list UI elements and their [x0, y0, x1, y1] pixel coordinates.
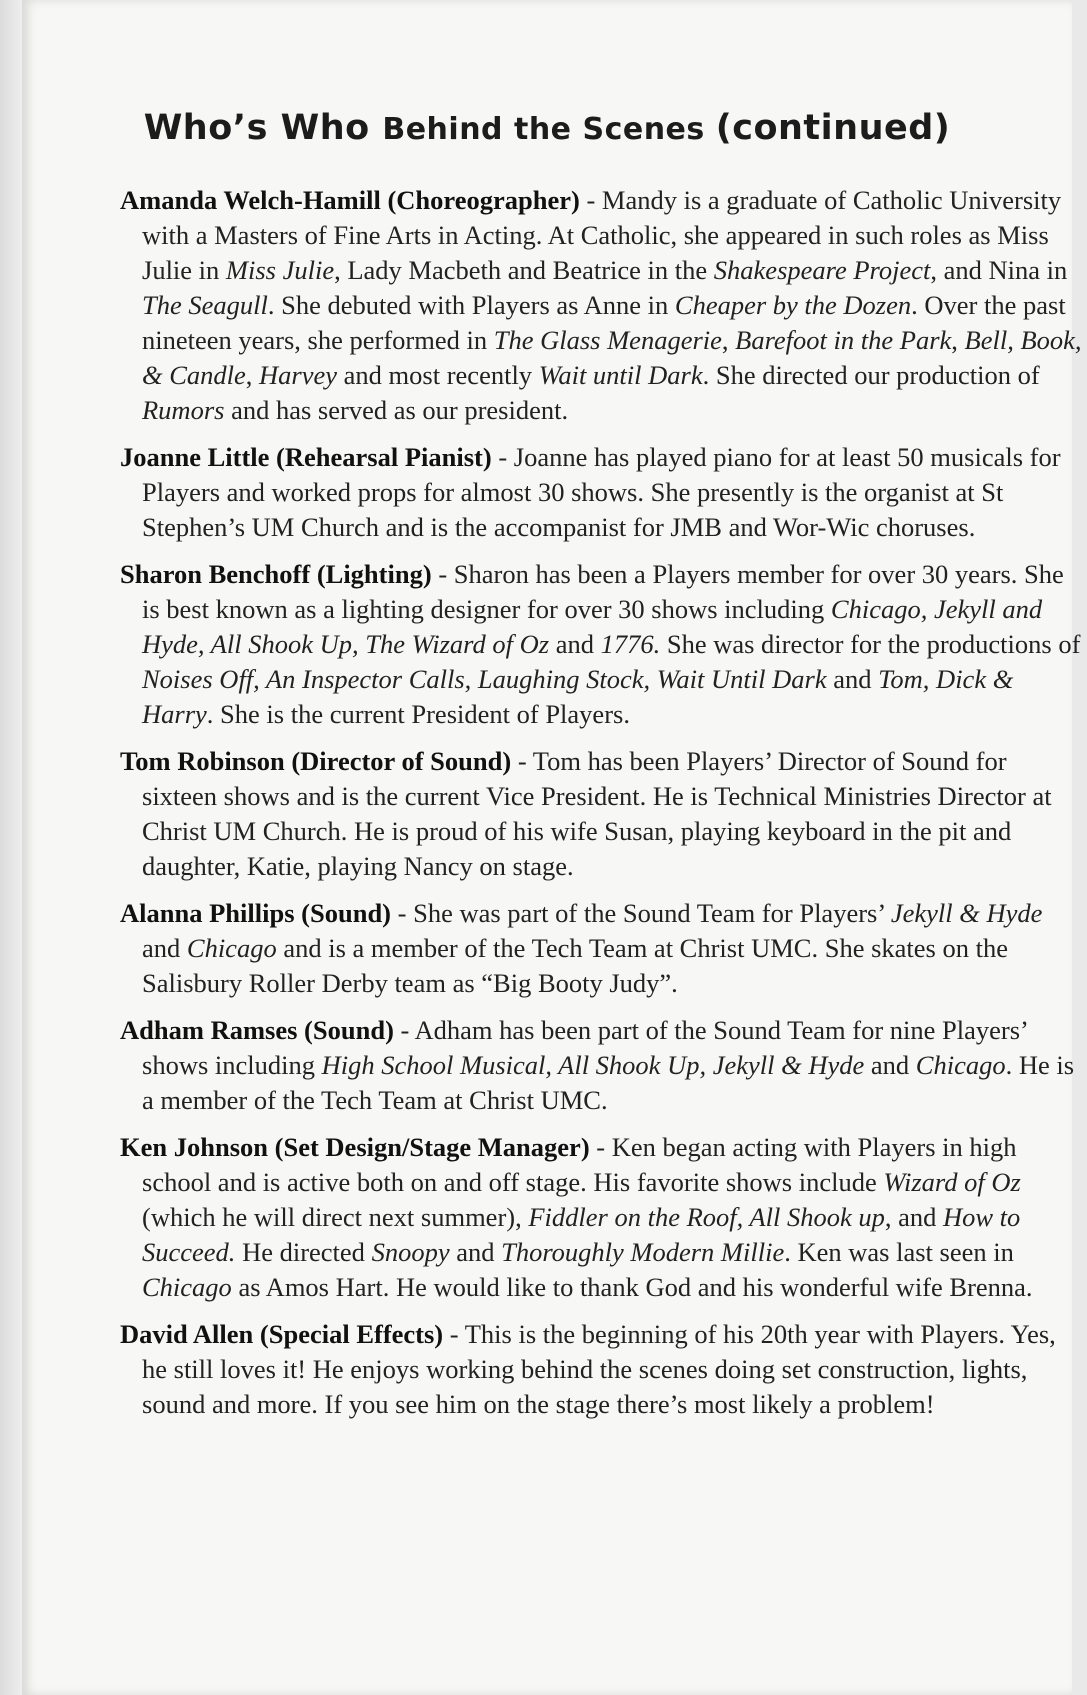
bio-text: . She is the current President of Players. — [206, 699, 630, 729]
bio-title-text: Chicago — [142, 1272, 232, 1302]
bio-text: (which he will direct next summer), — [142, 1202, 529, 1232]
bio-name: Ken Johnson (Set Design/Stage Manager) — [120, 1132, 590, 1162]
bio-entry — [120, 557, 1085, 732]
bio-title-text: Jekyll & Hyde — [890, 898, 1043, 928]
bio-text: and — [864, 1050, 916, 1080]
title-part-2: Behind the Scenes — [382, 112, 716, 147]
bio-text: . Over the past nineteen years, she performed in — [142, 290, 1066, 355]
bio-title-text: High School Musical, All Shook Up, Jekyll & Hyde — [321, 1050, 865, 1080]
bio-text: , Lady Macbeth and Beatrice in the — [334, 255, 714, 285]
bio-text: - This is the beginning of his 20th year with Players. Yes, he still loves it! He enjoys working behind the scenes doing set construction, lights, sound and more. If you see him on the stage there’s most likely a problem! — [142, 1319, 1056, 1419]
title-part-1: Who’s Who — [143, 108, 383, 148]
bio-text: - Joanne has played piano for at least 50 musicals for Players and worked props for almost 30 shows. She presently is the organist at St Stephen’s UM Church and is the accompanist for JMB and Wor-Wic choruses. — [142, 442, 1061, 542]
bio-title-text: Fiddler on the Roof, All Shook up — [528, 1202, 885, 1232]
bio-title-text: Bell, Book, & Candle — [142, 325, 1082, 390]
bio-entry — [120, 183, 1085, 428]
bio-entry — [120, 896, 1085, 1001]
bio-entry — [120, 1013, 1085, 1118]
bio-entry — [120, 1130, 1085, 1305]
bio-title-text: Chicago — [186, 933, 277, 963]
bio-title-text: Rumors — [142, 395, 225, 425]
bio-title-text: Barefoot in the Park — [735, 325, 952, 355]
bio-text: . He is a member of the Tech Team at Christ UMC. — [142, 1050, 1075, 1115]
bio-name: Alanna Phillips (Sound) — [120, 898, 392, 928]
bio-title-text: Wizard of Oz — [883, 1167, 1021, 1197]
bio-name: Joanne Little (Rehearsal Pianist) — [120, 442, 492, 472]
bio-title-text: Shakespeare Project — [713, 255, 931, 285]
bio-name: Tom Robinson (Director of Sound) — [120, 746, 512, 776]
bio-text: . She debuted with Players as Anne in — [267, 290, 675, 320]
bio-title-text: Miss Julie — [225, 255, 335, 285]
page-left-edge — [0, 0, 22, 1695]
title-part-3: (continued) — [715, 108, 951, 148]
bio-name: David Allen (Special Effects) — [120, 1319, 444, 1349]
bio-entry — [120, 440, 1085, 545]
bio-name: Adham Ramses (Sound) — [120, 1015, 394, 1045]
bio-text: and is a member of the Tech Team at Christ UMC. She skates on the Salisbury Roller Derby team as “Big Booty Judy”. — [142, 933, 1008, 998]
bio-text: and — [449, 1237, 502, 1267]
bio-name: Sharon Benchoff (Lighting) — [120, 559, 432, 589]
bio-text: and — [549, 629, 601, 659]
bio-title-text: Chicago — [915, 1050, 1006, 1080]
bio-text: as Amos Hart. He would like to thank God and his wonderful wife Brenna. — [231, 1272, 1033, 1302]
bio-entry — [120, 1317, 1085, 1422]
bio-text: , — [951, 325, 965, 355]
bio-text: . Ken was last seen in — [784, 1237, 1014, 1267]
bio-title-text: Noises Off, An Inspector Calls, Laughing Stock, Wait Until Dark — [142, 664, 827, 694]
bio-title-text: Harvey — [259, 360, 338, 390]
bio-title-text: Tom, Dick & Harry — [142, 664, 1014, 729]
bio-text: He directed — [235, 1237, 372, 1267]
bio-text: and has served as our president. — [224, 395, 569, 425]
bio-text: , and — [884, 1202, 943, 1232]
bio-text: - Tom has been Players’ Director of Sound for sixteen shows and is the current Vice President. He is Technical Ministries Director at Christ UM Church. He is proud of his wife Susan, playing keyboard in the pit and daughter, Katie, playing Nancy on stage. — [142, 746, 1052, 881]
bio-title-text: Thoroughly Modern Millie — [501, 1237, 785, 1267]
bio-name: Amanda Welch-Hamill (Choreographer) — [120, 185, 580, 215]
bio-title-text: Cheaper by the Dozen — [674, 290, 912, 320]
bio-text: and most recently — [337, 360, 539, 390]
bio-text: - She was part of the Sound Team for Players’ — [391, 898, 891, 928]
bio-text: . She directed our production of — [702, 360, 1040, 390]
bio-title-text: The Glass Menagerie — [493, 325, 722, 355]
bio-text: , — [721, 325, 736, 355]
bio-title-text: The Seagull — [142, 290, 268, 320]
bio-text: , and Nina in — [930, 255, 1068, 285]
page-title — [22, 108, 1072, 148]
bio-text: - Mandy is a graduate of Catholic University with a Masters of Fine Arts in Acting. At Catholic, she appeared in such roles as Miss Julie in — [142, 185, 1062, 285]
bio-text: - Adham has been part of the Sound Team for nine Players’ shows including — [142, 1015, 1027, 1080]
bio-title-text: How to Succeed. — [142, 1202, 1021, 1267]
bio-entries — [120, 183, 1085, 1434]
bio-text: - Ken began acting with Players in high school and is active both on and off stage. His favorite shows include — [142, 1132, 1017, 1197]
bio-text: and — [826, 664, 879, 694]
bio-text: , — [245, 360, 260, 390]
bio-text: She was director for the productions of — [660, 629, 1081, 659]
program-page — [22, 0, 1082, 1695]
bio-entry — [120, 744, 1085, 884]
bio-text: and — [142, 933, 187, 963]
bio-title-text: Chicago, Jekyll and Hyde, All Shook Up, The Wizard of Oz — [142, 594, 1043, 659]
bio-text: - Sharon has been a Players member for over 30 years. She is best known as a lighting designer for over 30 shows including — [142, 559, 1064, 624]
bio-title-text: Wait until Dark — [538, 360, 703, 390]
bio-title-text: 1776. — [600, 629, 661, 659]
bio-title-text: Snoopy — [371, 1237, 450, 1267]
